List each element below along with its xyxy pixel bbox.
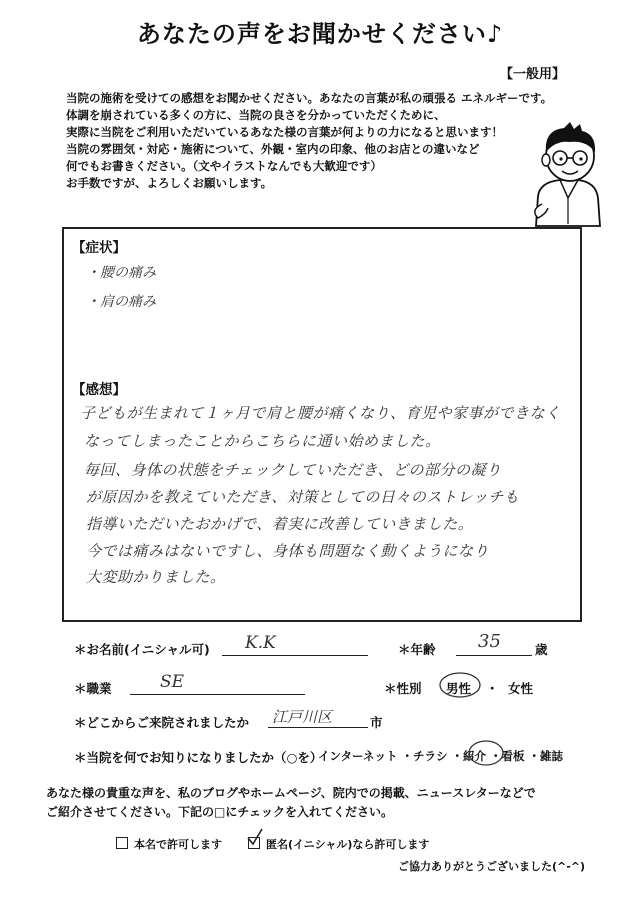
symptoms-label: 【症状】 xyxy=(72,240,126,256)
name-underline xyxy=(222,655,368,656)
origin-underline xyxy=(268,727,368,728)
impression-line: なってしまったことからこちらに通い始めました。 xyxy=(84,432,441,450)
job-underline xyxy=(130,694,305,695)
gender-separator: ・ xyxy=(486,681,499,696)
source-internet: インターネット xyxy=(318,749,398,763)
gender-male-option: 男性 xyxy=(446,681,472,696)
symptom-item: ・腰の痛み xyxy=(86,265,156,281)
gender-circle-mark xyxy=(438,670,482,700)
job-label: ＊職業 xyxy=(74,681,112,696)
consent-real-name-option[interactable] xyxy=(116,836,222,852)
consent-text-line2: ご紹介させてください。下記の□にチェックを入れてください。 xyxy=(46,805,393,819)
intro-text xyxy=(66,90,553,192)
source-signboard: 看板 xyxy=(501,749,525,763)
impression-line: 毎回、身体の状態をチェックしていただき、どの部分の凝り xyxy=(84,461,502,479)
consent-anonymous-option[interactable] xyxy=(248,836,429,852)
real-name-label: 本名で許可します xyxy=(134,838,222,851)
real-name-checkbox[interactable] xyxy=(116,837,128,849)
age-unit: 歳 xyxy=(535,642,548,657)
origin-value: 江戸川区 xyxy=(272,708,333,726)
intro-line: 当院の施術を受けての感想をお聞かせください。あなたの言葉が私の頑張る エネルギーです。 xyxy=(66,91,553,105)
check-mark-icon xyxy=(245,826,265,848)
gender-female-option: 女性 xyxy=(508,681,534,696)
page-title: あなたの声をお聞かせください♪ xyxy=(136,20,504,48)
impression-line: 今では痛みはないですし、身体も問題なく動くようになり xyxy=(86,542,490,560)
source-flyer: チラシ xyxy=(412,749,448,763)
impressions-label: 【感想】 xyxy=(72,382,126,398)
source-magazine: 雑誌 xyxy=(540,749,564,763)
source-options: インターネット ・チラシ ・紹介 ・看板 ・雑誌 xyxy=(318,749,564,763)
impression-line: 子どもが生まれて１ヶ月で肩と腰が痛くなり、育児や家事ができなく xyxy=(80,404,561,422)
source-label: ＊当院を何でお知りになりましたか（○を） xyxy=(74,750,323,765)
origin-unit: 市 xyxy=(370,715,383,730)
intro-line: 何でもお書きください。（文やイラストなんでも大歓迎です） xyxy=(66,159,382,173)
name-label: ＊お名前(イニシャル可) xyxy=(74,642,210,657)
symptom-item: ・肩の痛み xyxy=(86,294,156,310)
doctor-mascot-illustration xyxy=(520,118,615,228)
gender-label: ＊性別 xyxy=(384,681,422,696)
general-use-badge: 【一般用】 xyxy=(500,67,566,82)
age-value: 35 xyxy=(478,631,501,652)
impression-line: 指導いただいたおかげで、着実に改善していきました。 xyxy=(86,515,474,533)
job-value: SE xyxy=(160,672,185,692)
impression-line: が原因かを教えていただき、対策としての日々のストレッチも xyxy=(86,488,520,506)
thanks-message: ご協力ありがとうございました(^-^) xyxy=(398,860,586,873)
anonymous-label: 匿名(イニシャル)なら許可します xyxy=(266,838,430,851)
consent-text-line1: あなた様の貴重な声を、私のブログやホームページ、院内での掲載、ニュースレターなどで xyxy=(46,786,536,800)
intro-line: 体調を崩されている多くの方に、当院の良さを分かっていただくために、 xyxy=(66,108,446,122)
age-label: ＊年齢 xyxy=(398,642,436,657)
name-value: K.K xyxy=(245,633,276,653)
source-circle-mark xyxy=(466,737,506,769)
source-referral: 紹介 xyxy=(463,749,486,763)
intro-line: お手数ですが、よろしくお願いします。 xyxy=(66,176,273,190)
impression-line: 大変助かりました。 xyxy=(86,568,226,586)
origin-label: ＊どこからご来院されましたか xyxy=(74,715,250,730)
comment-card xyxy=(62,227,582,622)
intro-line: 当院の雰囲気・対応・施術について、外観・室内の印象、他のお店との違いなど xyxy=(66,142,480,156)
age-underline xyxy=(456,655,532,656)
intro-line: 実際に当院をご利用いただいているあなた様の言葉が何よりの力になると思います！ xyxy=(66,125,503,139)
